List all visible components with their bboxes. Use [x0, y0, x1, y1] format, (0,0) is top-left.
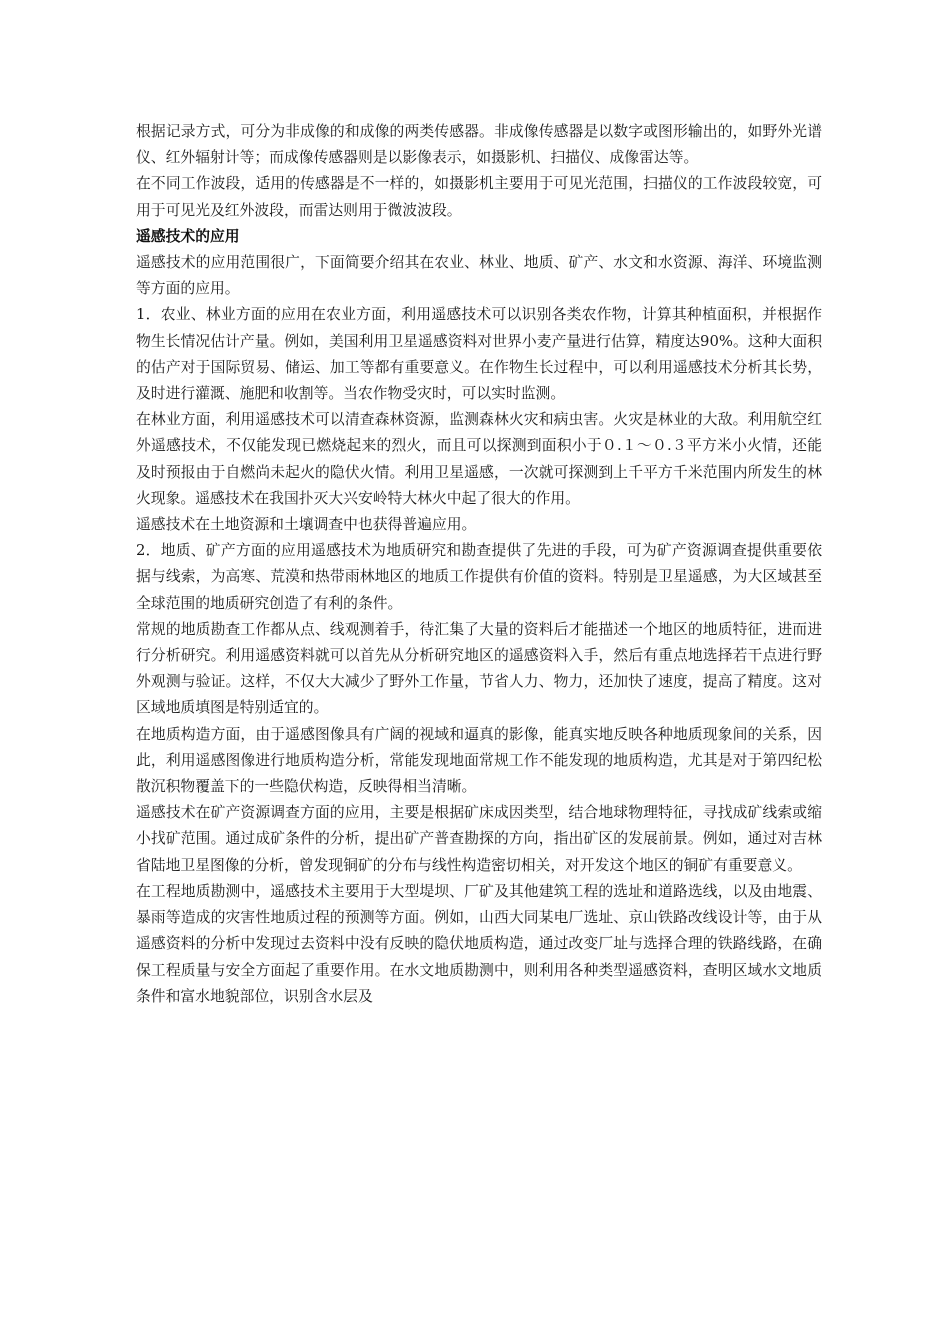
paragraph-land-soil: 遥感技术在土地资源和土壤调查中也获得普遍应用。: [136, 516, 477, 534]
paragraph-sensor-bands: 在不同工作波段，适用的传感器是不一样的，如摄影机主要用于可见光范围，扫描仪的工作波段较宽，可用于可见光及红外波段，而雷达则用于微波波段。: [136, 175, 822, 219]
paragraph-geology: 2．地质、矿产方面的应用遥感技术为地质研究和勘查提供了先进的手段，可为矿产资源调查提供重要依据与线索，为高寒、荒漠和热带雨林地区的地质工作提供有价值的资料。特别是卫星遥感，为大区域甚至全球范围的地质研究创造了有利的条件。: [136, 542, 822, 612]
paragraph-intro: 遥感技术的应用范围很广，下面简要介绍其在农业、林业、地质、矿产、水文和水资源、海洋、环境监测等方面的应用。: [136, 254, 822, 298]
paragraph-forestry: 在林业方面，利用遥感技术可以清查森林资源，监测森林火灾和病虫害。火灾是林业的大敌。利用航空红外遥感技术，不仅能发现已燃烧起来的烈火，而且可以探测到面积小于０.１～０.３平方米小火情，还能及时预报由于自燃尚未起火的隐伏火情。利用卫星遥感，一次就可探测到上千平方千米范围内所发生的林火现象。遥感技术在我国扑灭大兴安岭特大林火中起了很大的作用。: [136, 411, 822, 507]
document-page: [136, 119, 822, 1010]
paragraph-agriculture: 1．农业、林业方面的应用在农业方面，利用遥感技术可以识别各类农作物，计算其种植面积，并根据作物生长情况估计产量。例如，美国利用卫星遥感资料对世界小麦产量进行估算，精度达90%。这种大面积的估产对于国际贸易、储运、加工等都有重要意义。在作物生长过程中，可以利用遥感技术分析其长势，及时进行灌溉、施肥和收割等。当农作物受灾时，可以实时监测。: [136, 306, 822, 403]
paragraph-geologic-structure: 在地质构造方面，由于遥感图像具有广阔的视域和逼真的影像，能真实地反映各种地质现象间的关系，因此，利用遥感图像进行地质构造分析，常能发现地面常规工作不能发现的地质构造，尤其是对于第四纪松散沉积物覆盖下的一些隐伏构造，反映得相当清晰。: [136, 725, 822, 796]
paragraph-engineering-geology: 在工程地质勘测中，遥感技术主要用于大型堤坝、厂矿及其他建筑工程的选址和道路选线，以及由地震、暴雨等造成的灾害性地质过程的预测等方面。例如，山西大同某电厂选址、京山铁路改线设计等，由于从遥感资料的分析中发现过去资料中没有反映的隐伏地质构造，通过改变厂址与选择合理的铁路线路，在确保工程质量与安全方面起了重要作用。在水文地质勘测中，则利用各种类型遥感资料，查明区域水文地质条件和富水地貌部位，识别含水层及: [136, 882, 822, 1005]
paragraph-sensor-types: 根据记录方式，可分为非成像的和成像的两类传感器。非成像传感器是以数字或图形输出的，如野外光谱仪、红外辐射计等；而成像传感器则是以影像表示，如摄影机、扫描仪、成像雷达等。: [136, 123, 822, 167]
paragraph-mineral-survey: 遥感技术在矿产资源调查方面的应用，主要是根据矿床成因类型，结合地球物理特征，寻找成矿线索或缩小找矿范围。通过成矿条件的分析，提出矿产普查勘探的方向，指出矿区的发展前景。例如，通过对吉林省陆地卫星图像的分析，曾发现铜矿的分布与线性构造密切相关，对开发这个地区的铜矿有重要意义。: [136, 804, 822, 874]
section-heading: 遥感技术的应用: [136, 227, 240, 245]
paragraph-geology-survey: 常规的地质勘查工作都从点、线观测着手，待汇集了大量的资料后才能描述一个地区的地质特征，进而进行分析研究。利用遥感资料就可以首先从分析研究地区的遥感资料入手，然后有重点地选择若干点进行野外观测与验证。这样，不仅大大减少了野外工作量，节省人力、物力，还加快了速度，提高了精度。这对区域地质填图是特别适宜的。: [136, 620, 822, 717]
